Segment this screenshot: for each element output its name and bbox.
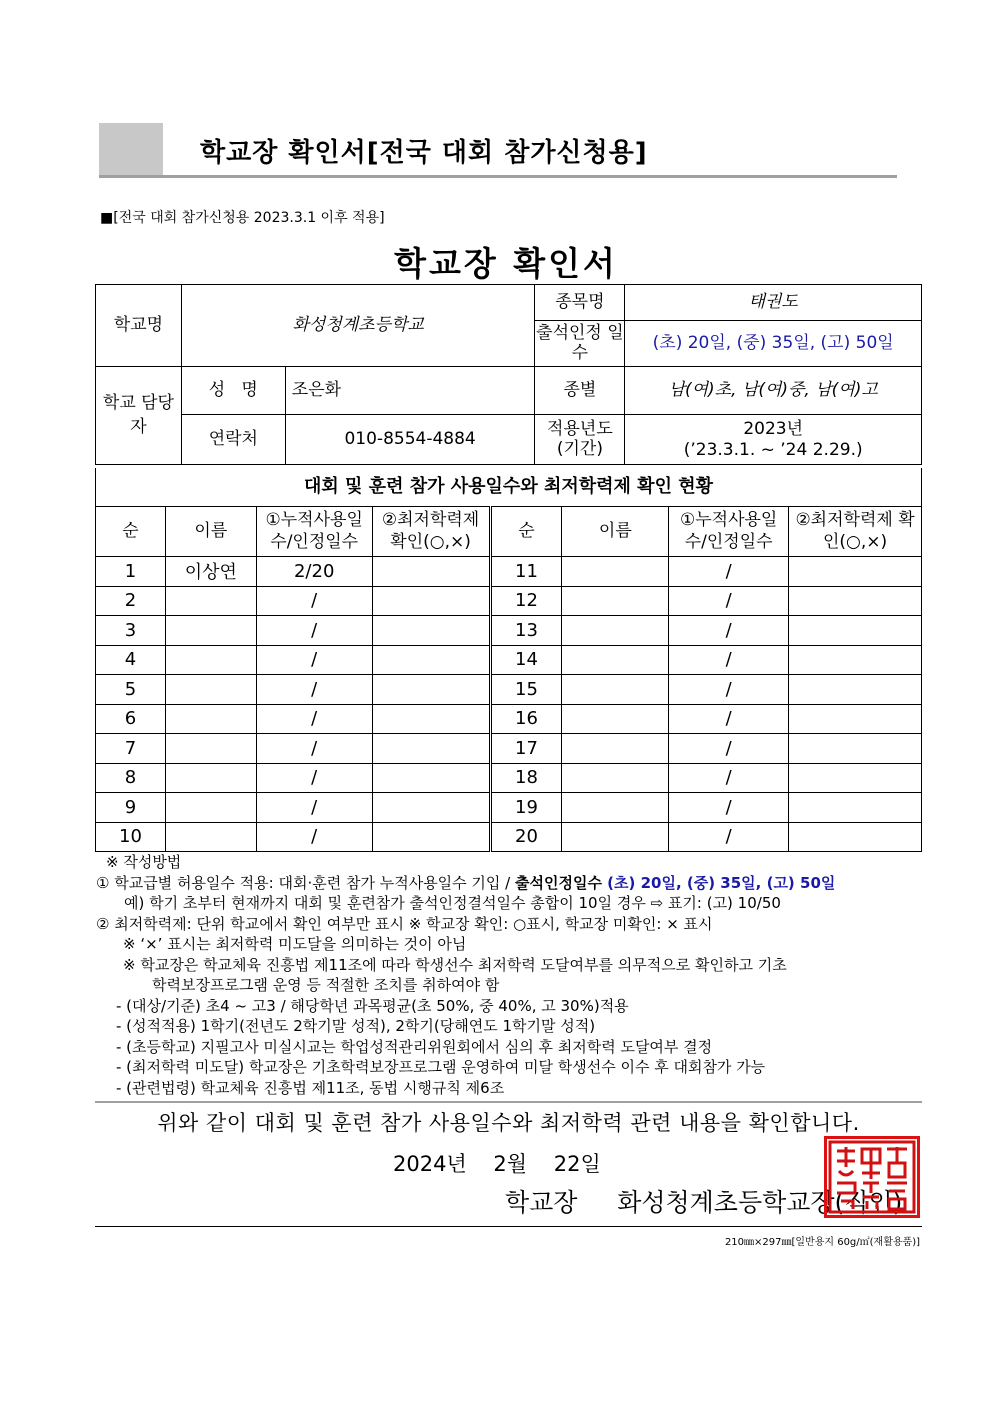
row-check <box>372 704 490 734</box>
col-no-2: 순 <box>490 507 562 557</box>
row-name-2 <box>562 734 669 764</box>
year-value: 2023년 <box>743 419 804 440</box>
official-seal <box>824 1136 920 1218</box>
contact-label: 연락처 <box>181 415 285 465</box>
col-name: 이름 <box>165 507 256 557</box>
row-days: / <box>256 616 372 646</box>
row-no: 2 <box>96 586 166 616</box>
row-days: / <box>256 675 372 705</box>
row-name <box>165 616 256 646</box>
row-check-2 <box>789 616 922 646</box>
row-days-2: / <box>669 734 789 764</box>
table-row <box>96 793 922 823</box>
table-row <box>96 645 922 675</box>
row-no-2: 14 <box>490 645 562 675</box>
row-check <box>372 645 490 675</box>
row-days-2: / <box>669 822 789 852</box>
row-name-2 <box>562 645 669 675</box>
table-row <box>96 675 922 705</box>
row-check <box>372 822 490 852</box>
row-name <box>165 704 256 734</box>
row-name-2 <box>562 586 669 616</box>
row-days-2: / <box>669 616 789 646</box>
row-no-2: 13 <box>490 616 562 646</box>
info-table <box>95 284 922 465</box>
row-no: 3 <box>96 616 166 646</box>
col-check-2: ②최저학력제 확인(○,×) <box>789 507 922 557</box>
sport-value: 태권도 <box>625 285 922 321</box>
category-label: 종별 <box>535 367 625 415</box>
manager-label: 학교 담당자 <box>96 367 182 465</box>
row-check-2 <box>789 763 922 793</box>
row-name-2 <box>562 704 669 734</box>
row-no: 7 <box>96 734 166 764</box>
attendance-label: 출석인정 일수 <box>535 321 625 367</box>
row-days-2: / <box>669 763 789 793</box>
table-row <box>96 616 922 646</box>
row-days-2: / <box>669 645 789 675</box>
row-days: / <box>256 793 372 823</box>
row-no: 1 <box>96 557 166 587</box>
year-label: 적용년도 (기간) <box>535 415 625 465</box>
note-1 <box>96 873 926 894</box>
paper-spec-footer: 210㎜×297㎜[일반용지 60g/㎡(재활용품)] <box>724 1237 920 1248</box>
row-check-2 <box>789 675 922 705</box>
row-name <box>165 586 256 616</box>
row-no-2: 20 <box>490 822 562 852</box>
row-name-2 <box>562 557 669 587</box>
contact-value: 010-8554-4884 <box>285 415 535 465</box>
row-check <box>372 675 490 705</box>
table-row <box>96 704 922 734</box>
row-check-2 <box>789 557 922 587</box>
row-check <box>372 793 490 823</box>
row-days: / <box>256 734 372 764</box>
table-row <box>96 763 922 793</box>
row-no-2: 12 <box>490 586 562 616</box>
note-detail-2: - (성적적용) 1학기(전년도 2학기말 성적), 2학기(당해연도 1학기말 성적) <box>116 1017 596 1035</box>
row-no-2: 16 <box>490 704 562 734</box>
row-no: 10 <box>96 822 166 852</box>
row-check <box>372 557 490 587</box>
row-check-2 <box>789 586 922 616</box>
row-name-2 <box>562 616 669 646</box>
row-name: 이상연 <box>165 557 256 587</box>
main-title: 학교장 확인서 <box>394 244 618 283</box>
row-name <box>165 645 256 675</box>
row-check-2 <box>789 704 922 734</box>
date-text: 2024년 2월 22일 <box>393 1152 601 1176</box>
notes <box>96 852 926 1098</box>
row-days: / <box>256 822 372 852</box>
category-value: 남(여)초, 남(여)중, 남(여)고 <box>625 367 922 415</box>
note-2: ② 최저학력제: 단위 학교에서 확인 여부만 표시 ※ 학교장 확인: ○표시, 학교장 미확인: × 표시 <box>96 914 713 933</box>
note-2-sub-2: ※ 학교장은 학교체육 진흥법 제11조에 따라 학생선수 최저학력 도달여부를 의무적으로 확인하고 기초 <box>123 955 787 974</box>
col-days-2: ①누적사용일수/인정일수 <box>669 507 789 557</box>
row-no: 6 <box>96 704 166 734</box>
note-1-text: ① 학교급별 허용일수 적용: 대회·훈련 참가 누적사용일수 기입 / <box>96 873 515 892</box>
row-no: 4 <box>96 645 166 675</box>
row-days-2: / <box>669 557 789 587</box>
row-days: / <box>256 704 372 734</box>
row-check-2 <box>789 793 922 823</box>
name-value: 조은화 <box>285 367 535 415</box>
row-name <box>165 793 256 823</box>
principal-school: 화성청계초등학교장(직인) <box>617 1188 903 1217</box>
row-name-2 <box>562 822 669 852</box>
table-row <box>96 822 922 852</box>
row-name-2 <box>562 793 669 823</box>
row-days: 2/20 <box>256 557 372 587</box>
col-no: 순 <box>96 507 166 557</box>
row-days-2: / <box>669 704 789 734</box>
school-label: 학교명 <box>96 285 182 367</box>
year-cell <box>625 415 922 465</box>
attendance-value: (초) 20일, (중) 35일, (고) 50일 <box>625 321 922 367</box>
row-check <box>372 734 490 764</box>
notes-heading: ※ 작성방법 <box>106 853 182 871</box>
row-name <box>165 734 256 764</box>
note-1-bold: 출석인정일수 <box>515 873 608 892</box>
row-days-2: / <box>669 675 789 705</box>
row-days-2: / <box>669 586 789 616</box>
participant-table <box>95 506 922 852</box>
row-check-2 <box>789 645 922 675</box>
note-1-days: (초) 20일, (중) 35일, (고) 50일 <box>607 873 836 892</box>
row-no: 8 <box>96 763 166 793</box>
row-days: / <box>256 586 372 616</box>
row-name-2 <box>562 763 669 793</box>
principal-label: 학교장 <box>505 1188 578 1217</box>
apply-note: ■[전국 대회 참가신청용 2023.3.1 이후 적용] <box>100 210 385 226</box>
sport-label: 종목명 <box>535 285 625 321</box>
year-period: (’23.3.1. ~ ’24 2.29.) <box>683 439 863 460</box>
table-row <box>96 734 922 764</box>
row-days: / <box>256 763 372 793</box>
row-no-2: 18 <box>490 763 562 793</box>
note-1-example: 예) 학기 초부터 현재까지 대회 및 훈련참가 출석인정결석일수 총합이 10일 경우 ⇨ 표기: (고) 10/50 <box>124 894 781 912</box>
school-value: 화성청계초등학교 <box>181 285 535 367</box>
table-row <box>96 586 922 616</box>
status-title: 대회 및 훈련 참가 사용일수와 최저학력제 확인 현황 <box>95 468 922 506</box>
col-name-2: 이름 <box>562 507 669 557</box>
row-no: 9 <box>96 793 166 823</box>
confirm-text: 위와 같이 대회 및 훈련 참가 사용일수와 최저학력 관련 내용을 확인합니다. <box>95 1101 922 1137</box>
note-detail-3: - (초등학교) 지필고사 미실시교는 학업성적관리위원회에서 심의 후 최저학력 도달여부 결정 <box>116 1037 713 1056</box>
row-no-2: 11 <box>490 557 562 587</box>
row-check <box>372 616 490 646</box>
row-check-2 <box>789 734 922 764</box>
col-days: ①누적사용일수/인정일수 <box>256 507 372 557</box>
row-name <box>165 675 256 705</box>
row-no-2: 17 <box>490 734 562 764</box>
row-days-2: / <box>669 793 789 823</box>
row-no: 5 <box>96 675 166 705</box>
note-detail-1: - (대상/기준) 초4 ~ 고3 / 해당학년 과목평균(초 50%, 중 40%, 고 30%)적용 <box>116 996 629 1015</box>
header-title: 학교장 확인서[전국 대회 참가신청용] <box>200 138 648 168</box>
header-divider <box>99 175 897 178</box>
col-check: ②최저학력제 확인(○,×) <box>372 507 490 557</box>
bottom-divider <box>95 1226 922 1227</box>
seal-icon <box>827 1139 917 1215</box>
table-row <box>96 557 922 587</box>
row-no-2: 19 <box>490 793 562 823</box>
note-2-sub-1: ※ ‘×’ 표시는 최저학력 미도달을 의미하는 것이 아님 <box>123 935 467 953</box>
note-detail-4: - (최저학력 미도달) 학교장은 기초학력보장프로그램 운영하여 미달 학생선수 이수 후 대회참가 가능 <box>116 1058 766 1076</box>
note-2-sub-3: 학력보장프로그램 운영 등 적절한 조치를 취하여야 함 <box>152 976 500 994</box>
row-days: / <box>256 645 372 675</box>
header-gray-box <box>99 123 163 176</box>
row-name <box>165 822 256 852</box>
row-check <box>372 763 490 793</box>
row-check <box>372 586 490 616</box>
row-name <box>165 763 256 793</box>
row-check-2 <box>789 822 922 852</box>
name-label: 성 명 <box>181 367 285 415</box>
note-detail-5: - (관련법령) 학교체육 진흥법 제11조, 동법 시행규칙 제6조 <box>116 1078 505 1097</box>
row-name-2 <box>562 675 669 705</box>
row-no-2: 15 <box>490 675 562 705</box>
